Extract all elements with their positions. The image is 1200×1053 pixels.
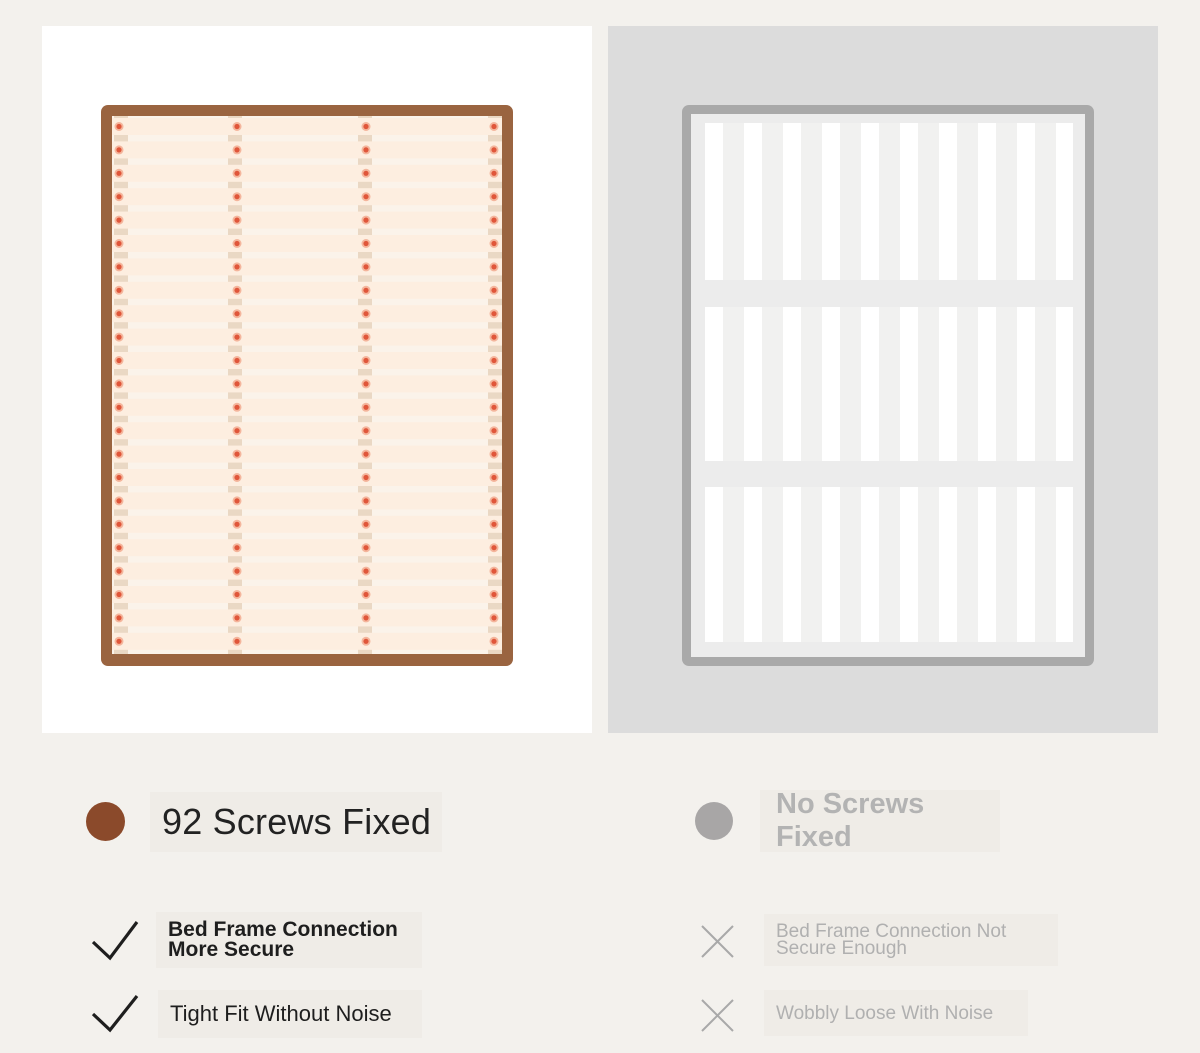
slat [1017, 487, 1035, 642]
screw-head [363, 218, 368, 223]
screw-head [116, 639, 121, 644]
screw-head [234, 288, 239, 293]
screw-head [491, 639, 496, 644]
screw-head [116, 194, 121, 199]
slat [939, 307, 957, 461]
screw-head [234, 569, 239, 574]
slat [744, 123, 762, 280]
feature-wobbly-box [764, 990, 1028, 1036]
screw-head [363, 498, 368, 503]
slat [112, 563, 502, 580]
slat [112, 188, 502, 205]
screw-head [116, 475, 121, 480]
slat [112, 212, 502, 229]
screw-head [363, 147, 368, 152]
screw-head [491, 545, 496, 550]
screw-head [116, 335, 121, 340]
slat [1017, 307, 1035, 461]
screw-head [491, 428, 496, 433]
screw-head [491, 498, 496, 503]
slat [783, 487, 801, 642]
screw-head [116, 522, 121, 527]
slat [705, 487, 723, 642]
screw-head [234, 147, 239, 152]
screw-head [116, 592, 121, 597]
screw-head [363, 171, 368, 176]
screw-head [363, 124, 368, 129]
screw-head [234, 498, 239, 503]
feature-not-secure-box [764, 914, 1058, 966]
slat [744, 307, 762, 461]
slat [783, 307, 801, 461]
feature-tight-fit-box [158, 990, 422, 1038]
screw-head [363, 405, 368, 410]
slat [112, 141, 502, 158]
screw-head [491, 569, 496, 574]
screw-head [491, 171, 496, 176]
slat [978, 487, 996, 642]
slat [112, 352, 502, 369]
screw-head [363, 335, 368, 340]
slat [900, 123, 918, 280]
screwed-slats-drawing [42, 26, 592, 733]
slat [112, 282, 502, 299]
screw-head [363, 522, 368, 527]
feature-not-secure-line2: Secure Enough [776, 938, 907, 959]
slat [112, 118, 502, 135]
feature-secure-box [156, 912, 422, 968]
slat [112, 235, 502, 252]
screw-head [116, 615, 121, 620]
screw-head [363, 475, 368, 480]
screw-head [234, 264, 239, 269]
screw-head [234, 358, 239, 363]
screw-head [234, 194, 239, 199]
screw-head [363, 358, 368, 363]
screw-head [234, 428, 239, 433]
screw-head [363, 615, 368, 620]
screw-head [234, 405, 239, 410]
screw-head [116, 171, 121, 176]
slat [900, 307, 918, 461]
screwed-bed-frame-illustration [42, 26, 592, 733]
screw-head [234, 381, 239, 386]
slat [112, 586, 502, 603]
screw-head [234, 335, 239, 340]
slat [1056, 487, 1073, 642]
slat [1017, 123, 1035, 280]
slat [822, 307, 840, 461]
screw-head [116, 452, 121, 457]
screw-head [491, 264, 496, 269]
slat [705, 307, 723, 461]
screw-head [234, 171, 239, 176]
feature-not-secure-line1: Bed Frame Connection Not [776, 921, 1007, 942]
screw-head [234, 218, 239, 223]
screw-head [363, 639, 368, 644]
screw-head [491, 124, 496, 129]
screw-head [491, 335, 496, 340]
slat [112, 165, 502, 182]
slat [112, 375, 502, 392]
screw-head [491, 147, 496, 152]
slat [822, 487, 840, 642]
slat [978, 307, 996, 461]
screw-head [116, 569, 121, 574]
screw-head [491, 194, 496, 199]
screw-head [234, 592, 239, 597]
screw-head [363, 311, 368, 316]
feature-tight-fit: Tight Fit Without Noise [170, 1001, 392, 1026]
slat [939, 487, 957, 642]
slat [861, 487, 879, 642]
check-icon [90, 918, 140, 962]
slat [112, 609, 502, 626]
feature-secure-line2: More Secure [168, 938, 295, 961]
screw-head [363, 592, 368, 597]
slat [705, 123, 723, 280]
screw-head [116, 241, 121, 246]
screw-head [491, 522, 496, 527]
no-screws-bullet [695, 802, 733, 840]
slat [900, 487, 918, 642]
slat [112, 399, 502, 416]
screw-head [363, 545, 368, 550]
loose-slats-drawing [608, 26, 1158, 733]
no-screws-title: No Screws Fixed [776, 788, 925, 853]
screw-head [491, 615, 496, 620]
screw-head [116, 124, 121, 129]
screws-fixed-title: 92 Screws Fixed [162, 801, 432, 842]
screw-head [116, 288, 121, 293]
screw-head [116, 381, 121, 386]
screws-fixed-title-box [150, 792, 442, 852]
screw-head [116, 218, 121, 223]
unscrewed-bed-frame-illustration [608, 26, 1158, 733]
screw-head [234, 311, 239, 316]
screw-head [234, 639, 239, 644]
screw-head [234, 545, 239, 550]
screw-head [116, 428, 121, 433]
screw-head [363, 428, 368, 433]
slat [112, 539, 502, 556]
slat [1056, 123, 1073, 280]
screw-head [116, 498, 121, 503]
slat [112, 329, 502, 346]
screw-head [491, 452, 496, 457]
screw-head [363, 452, 368, 457]
screw-head [491, 475, 496, 480]
slat [112, 305, 502, 322]
slat [822, 123, 840, 280]
screw-head [234, 615, 239, 620]
screw-head [234, 241, 239, 246]
screw-head [491, 241, 496, 246]
cross-icon [700, 998, 736, 1034]
slat [861, 123, 879, 280]
screw-head [491, 218, 496, 223]
screw-head [491, 358, 496, 363]
screw-head [116, 405, 121, 410]
slat [112, 446, 502, 463]
screw-head [491, 288, 496, 293]
slat [112, 422, 502, 439]
screws-fixed-bullet [86, 802, 125, 841]
screw-head [116, 264, 121, 269]
screw-head [363, 381, 368, 386]
screw-head [116, 147, 121, 152]
screw-head [116, 358, 121, 363]
screw-head [234, 522, 239, 527]
slat [978, 123, 996, 280]
feature-wobbly: Wobbly Loose With Noise [776, 1002, 994, 1024]
screw-head [491, 311, 496, 316]
slat [112, 492, 502, 509]
screw-head [116, 311, 121, 316]
check-icon [90, 994, 140, 1038]
slat [939, 123, 957, 280]
screw-head [234, 475, 239, 480]
no-screws-title-box [760, 790, 1000, 852]
screw-head [116, 545, 121, 550]
slat [744, 487, 762, 642]
cross-icon [700, 924, 736, 960]
slat [112, 633, 502, 650]
screw-head [363, 288, 368, 293]
screw-head [363, 569, 368, 574]
slat [1056, 307, 1073, 461]
screw-head [491, 381, 496, 386]
slat [112, 516, 502, 533]
screw-head [234, 124, 239, 129]
feature-secure-line1: Bed Frame Connection [168, 918, 398, 941]
slat [783, 123, 801, 280]
screw-head [491, 592, 496, 597]
screw-head [234, 452, 239, 457]
slat [112, 258, 502, 275]
slat [112, 469, 502, 486]
screw-head [363, 194, 368, 199]
screw-head [491, 405, 496, 410]
slat [861, 307, 879, 461]
screw-head [363, 241, 368, 246]
screw-head [363, 264, 368, 269]
